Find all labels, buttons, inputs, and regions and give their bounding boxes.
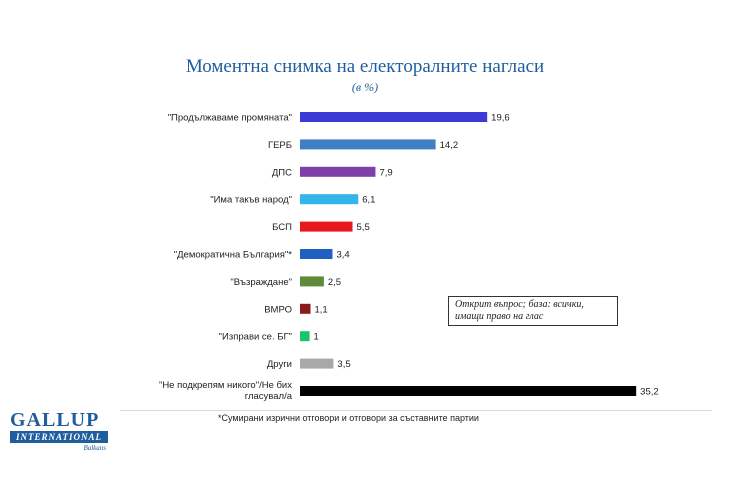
value-label: 6,1	[362, 194, 376, 206]
gallup-logo	[10, 410, 110, 450]
separator-line	[120, 410, 712, 411]
category-label: "Възраждане"	[230, 276, 292, 288]
bar	[300, 249, 332, 259]
category-label: "Не подкрепям никого"/Не бих гласувал/а	[158, 380, 292, 402]
category-label: ВМРО	[264, 304, 292, 316]
note-box: Открит въпрос; база: всички, имащи право на глас	[448, 296, 618, 326]
bar	[300, 194, 358, 204]
bar	[300, 304, 311, 314]
value-label: 19,6	[491, 112, 510, 124]
bar	[300, 276, 324, 286]
value-label: 14,2	[439, 139, 459, 151]
category-label: БСП	[272, 222, 292, 234]
value-label: 1,1	[314, 304, 328, 316]
bar	[300, 386, 636, 396]
logo-main-text: GALLUP	[10, 409, 100, 431]
category-label: "Продължаваме промяната"	[167, 112, 292, 124]
logo-region-text: Balkans	[83, 444, 106, 452]
category-label: "Демократична България"*	[173, 249, 292, 261]
footnote: *Сумирани изрични отговори и отговори за съставните партии	[218, 413, 479, 423]
value-label: 35,2	[640, 386, 659, 398]
category-label: "Има такъв народ"	[210, 194, 292, 206]
value-label: 2,5	[327, 276, 342, 288]
value-label: 3,5	[337, 359, 351, 371]
logo-sub-text: INTERNATIONAL	[10, 431, 108, 443]
value-label: 3,4	[336, 249, 350, 261]
category-label: ГЕРБ	[267, 139, 292, 151]
bar	[300, 359, 333, 369]
chart-title: Моментна снимка на електоралните нагласи	[185, 56, 545, 77]
bar	[300, 331, 310, 341]
bar	[300, 222, 353, 232]
bar	[300, 167, 375, 177]
value-label: 1	[313, 331, 319, 343]
value-label: 7,9	[379, 167, 393, 179]
category-label: "Изправи се. БГ"	[218, 331, 292, 343]
chart-subtitle: (в %)	[351, 80, 379, 94]
value-label: 5,5	[356, 222, 370, 234]
bar	[300, 139, 436, 149]
category-label: Други	[266, 359, 292, 371]
bar	[300, 112, 487, 122]
category-label: ДПС	[271, 167, 292, 179]
